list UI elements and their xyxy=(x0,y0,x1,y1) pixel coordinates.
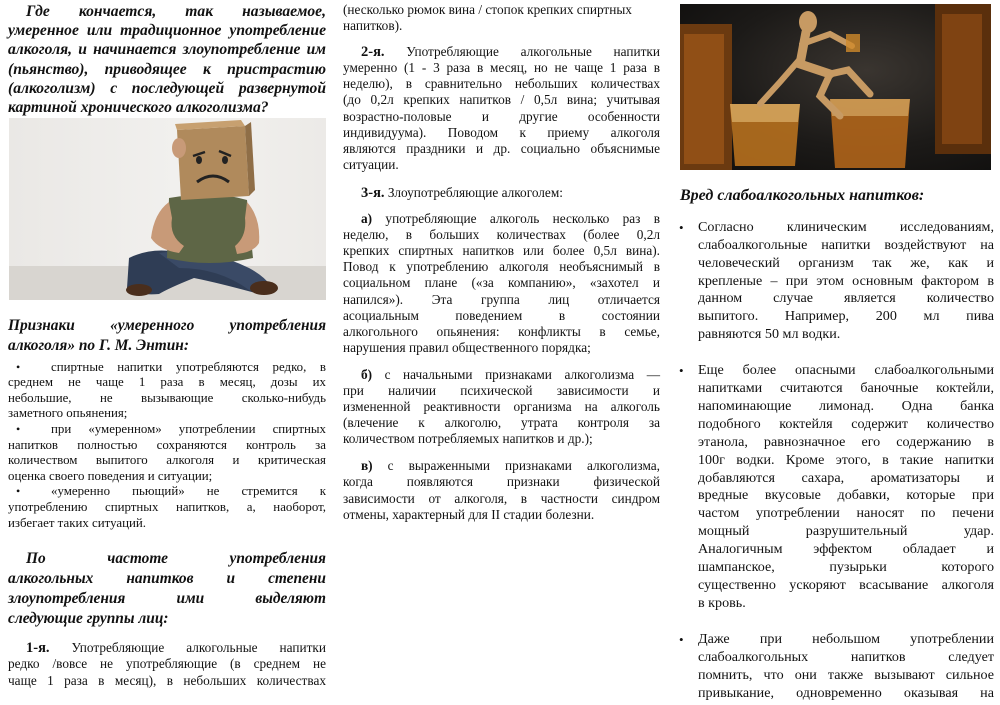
subgroup-a-paragraph: а) употребляющие алкоголь несколько раз в неделю, в больших количествах (более 0,2л крепких спиртных напитков или более 0,5л вина). Повод к употреблению алкоголя необъяснимый в социальном плане («за компанию», «захотел и напился»). Эта группа лиц отличается асоциальным поведением в состоянии алкогольного опьянения: конфликты в семье, нарушения правил общественного порядка; xyxy=(343,211,660,355)
column-right xyxy=(676,186,994,702)
group-3-label: 3-я. xyxy=(361,184,385,201)
group-3-paragraph: 3-я. Злоупотребляющие алкоголем: xyxy=(361,184,563,201)
list-item: • Согласно клиническим исследованиям, слабоалкогольные напитки воздействуют на человеческий организм так же, как и крепленые – при этом основным фактором в данном случае является количество выпитого. Например, 200 мл пива равняются 50 мл водки. xyxy=(679,218,994,343)
group-1-continued: (несколько рюмок вина / стопок крепких спиртных напитков). xyxy=(343,2,632,34)
signs-list xyxy=(8,360,326,532)
harm-list xyxy=(676,219,994,703)
bullet-icon: • xyxy=(16,484,21,499)
man-with-sad-box-head-photo xyxy=(9,118,326,300)
frequency-heading: По частоте употребления алкогольных напитков и степени злоупотребления ими выделяют следующие группы лиц: xyxy=(8,550,326,627)
list-item: • спиртные напитки употребляются редко, в среднем не чаще 1 раза в месяц, дозы их небольшие, не вызывающие сколько-нибудь заметного опьянения; xyxy=(8,359,326,421)
bullet-icon: • xyxy=(679,219,684,235)
column-middle xyxy=(343,2,660,523)
wooden-mannequin-with-whiskey-photo xyxy=(680,4,991,170)
harm-heading: Вред слабоалкогольных напитков: xyxy=(680,187,925,204)
subgroup-b-paragraph: б) с начальными признаками алкоголизма — при наличии психической зависимости и измененной реактивности организма на алкоголь (влечение к алкоголю, утрата контроля за количеством потребляемых напитков и др.); xyxy=(343,366,660,447)
subgroup-a-label: а) xyxy=(361,211,373,227)
subgroup-c-label: в) xyxy=(361,458,373,474)
man-figure-illustration xyxy=(9,118,326,300)
signs-heading: Признаки «умеренного употребления алкоголя» по Г. М. Энтин: xyxy=(8,317,326,354)
column-left xyxy=(8,0,326,117)
group-1-paragraph: 1-я. Употребляющие алкогольные напитки редко /вовсе не употребляющие (в среднем не чаще 1 раза в месяц), в небольших количествах xyxy=(8,640,326,688)
group-2-paragraph: 2-я. Употребляющие алкогольные напитки умеренно (1 - 3 раза в месяц, но не чаще 1 раза в неделю), в сравнительно небольших количествах (до 0,2л крепких напитков / 0,5л вина; учитывая возрастно-половые и другие особенности индивидуума). Поводом к приему алкоголя являются праздники и др. социально объяснимые ситуации. xyxy=(343,44,660,172)
subgroup-c-paragraph: в) с выраженными признаками алкоголизма, когда появляются признаки физической зависимости от алкоголя, в частности синдром отмены, характерный для II стадии болезни. xyxy=(343,458,660,522)
bullet-icon: • xyxy=(679,363,684,379)
bullet-icon: • xyxy=(679,631,684,647)
whiskey-scene-illustration xyxy=(680,4,991,170)
list-item: • Еще более опасными слабоалкогольными напитками считаются баночные коктейли, напоминающие лимонад. Одна банка подобного коктейля содержит количество этанола, равнозначное его содержанию в 100г водки. Кроме этого, в такие напитки добавляются сахара, ароматизаторы и вредные вкусовые добавки, которые при частом употреблении наносят по печени мощный разрушительный удар. Аналогичным эффектом обладает и шампанское, пузырьки которого существенно ускоряют всасывание алкоголя в кровь. xyxy=(679,362,994,611)
bullet-icon: • xyxy=(16,359,21,374)
subgroup-b-label: б) xyxy=(361,366,373,382)
signs-section xyxy=(8,316,326,689)
list-item: • «умеренно пьющий» не стремится к употреблению спиртных напитков, а, наоборот, избегает таких ситуаций. xyxy=(8,484,326,530)
bullet-icon: • xyxy=(16,421,21,436)
list-item: • Даже при небольшом употреблении слабоалкогольных напитков следует помнить, что они также вызывают сильное привыкание, одновременно оказывая на xyxy=(679,630,994,701)
group-2-label: 2-я. xyxy=(361,44,385,61)
group-1-label: 1-я. xyxy=(26,640,50,657)
list-item: • при «умеренном» употреблении спиртных напитков полностью сохраняются контроль за количеством выпитого алкоголя и критическая оценка своего поведения и ситуации; xyxy=(8,421,326,483)
intro-heading: Где кончается, так называемое, умеренное или традиционное употребление алкоголя, и начинается злоупотребление им (пьянство), приводящее к пристрастию (алкоголизм) с последующей развернутой картиной хронического алкоголизма? xyxy=(8,3,326,117)
